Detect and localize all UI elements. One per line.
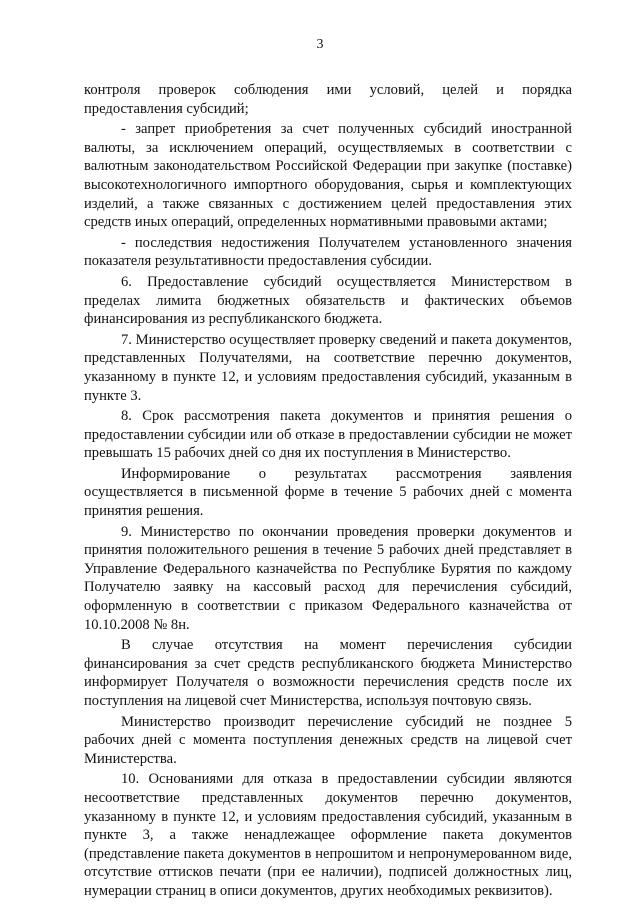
paragraph-item-10: 10. Основаниями для отказа в предоставлении субсидии являются несоответствие представленных документов перечню документов, указанному в пункте 12, и условиям предоставления субсидий, указанным в пункте 3, а также ненадлежащее оформление пакета документов (представление пакета документов в непрошитом и непронумерованном виде, отсутствие оттисков печати (при ее наличии), подписей должностных лиц, нумерации страниц в описи документов, других необходимых реквизитов).: [84, 771, 572, 899]
page-number: 3: [316, 37, 324, 52]
document-body: [84, 81, 572, 903]
paragraph-item-9: 9. Министерство по окончании проведения проверки документов и принятия положительного решения в течение 5 рабочих дней представляет в Управление Федерального казначейства по Республике Бурятия по каждому Получателю заявку на кассовый расход для перечисления субсидий, оформленную в соответствии с приказом Федерального казначейства от 10.10.2008 № 8н.: [84, 523, 572, 633]
paragraph-consequences: - последствия недостижения Получателем установленного значения показателя результативности предоставления субсидии.: [84, 234, 572, 270]
paragraph-no-funding: В случае отсутствия на момент перечисления субсидии финансирования за счет средств республиканского бюджета Министерство информирует Получателя о возможности перечисления средств после их поступления на лицевой счет Министерства, используя почтовую связь.: [84, 637, 572, 709]
paragraph-item-7: 7. Министерство осуществляет проверку сведений и пакета документов, представленных Получателями, на соответствие перечню документов, указанному в пункте 12, и условиям предоставления субсидий, указанным в пункте 3.: [84, 331, 572, 404]
paragraph-continuation: контроля проверок соблюдения ими условий, целей и порядка предоставления субсидий;: [84, 82, 572, 117]
paragraph-informing: Информирование о результатах рассмотрения заявления осуществляется в письменной форме в течение 5 рабочих дней с момента принятия решения.: [84, 465, 572, 520]
paragraph-item-8: 8. Срок рассмотрения пакета документов и принятия решения о предоставлении субсидии или об отказе в предоставлении субсидии не может превышать 15 рабочих дней со дня их поступления в Министерство.: [84, 408, 572, 462]
paragraph-transfer: Министерство производит перечисление субсидий не позднее 5 рабочих дней с момента поступления денежных средств на лицевой счет Министерства.: [84, 713, 572, 767]
paragraph-item-6: 6. Предоставление субсидий осуществляется Министерством в пределах лимита бюджетных обязательств и фактических объемов финансирования из республиканского бюджета.: [84, 273, 572, 328]
paragraph-currency-ban: - запрет приобретения за счет полученных субсидий иностранной валюты, за исключением операций, осуществляемых в соответствии с валютным законодательством Российской Федерации при закупке (поставке) высокотехнологичного импортного оборудования, сырья и комплектующих изделий, а также связанных с достижением целей предоставления этих средств иных операций, определенных нормативными правовыми актами;: [84, 121, 572, 231]
